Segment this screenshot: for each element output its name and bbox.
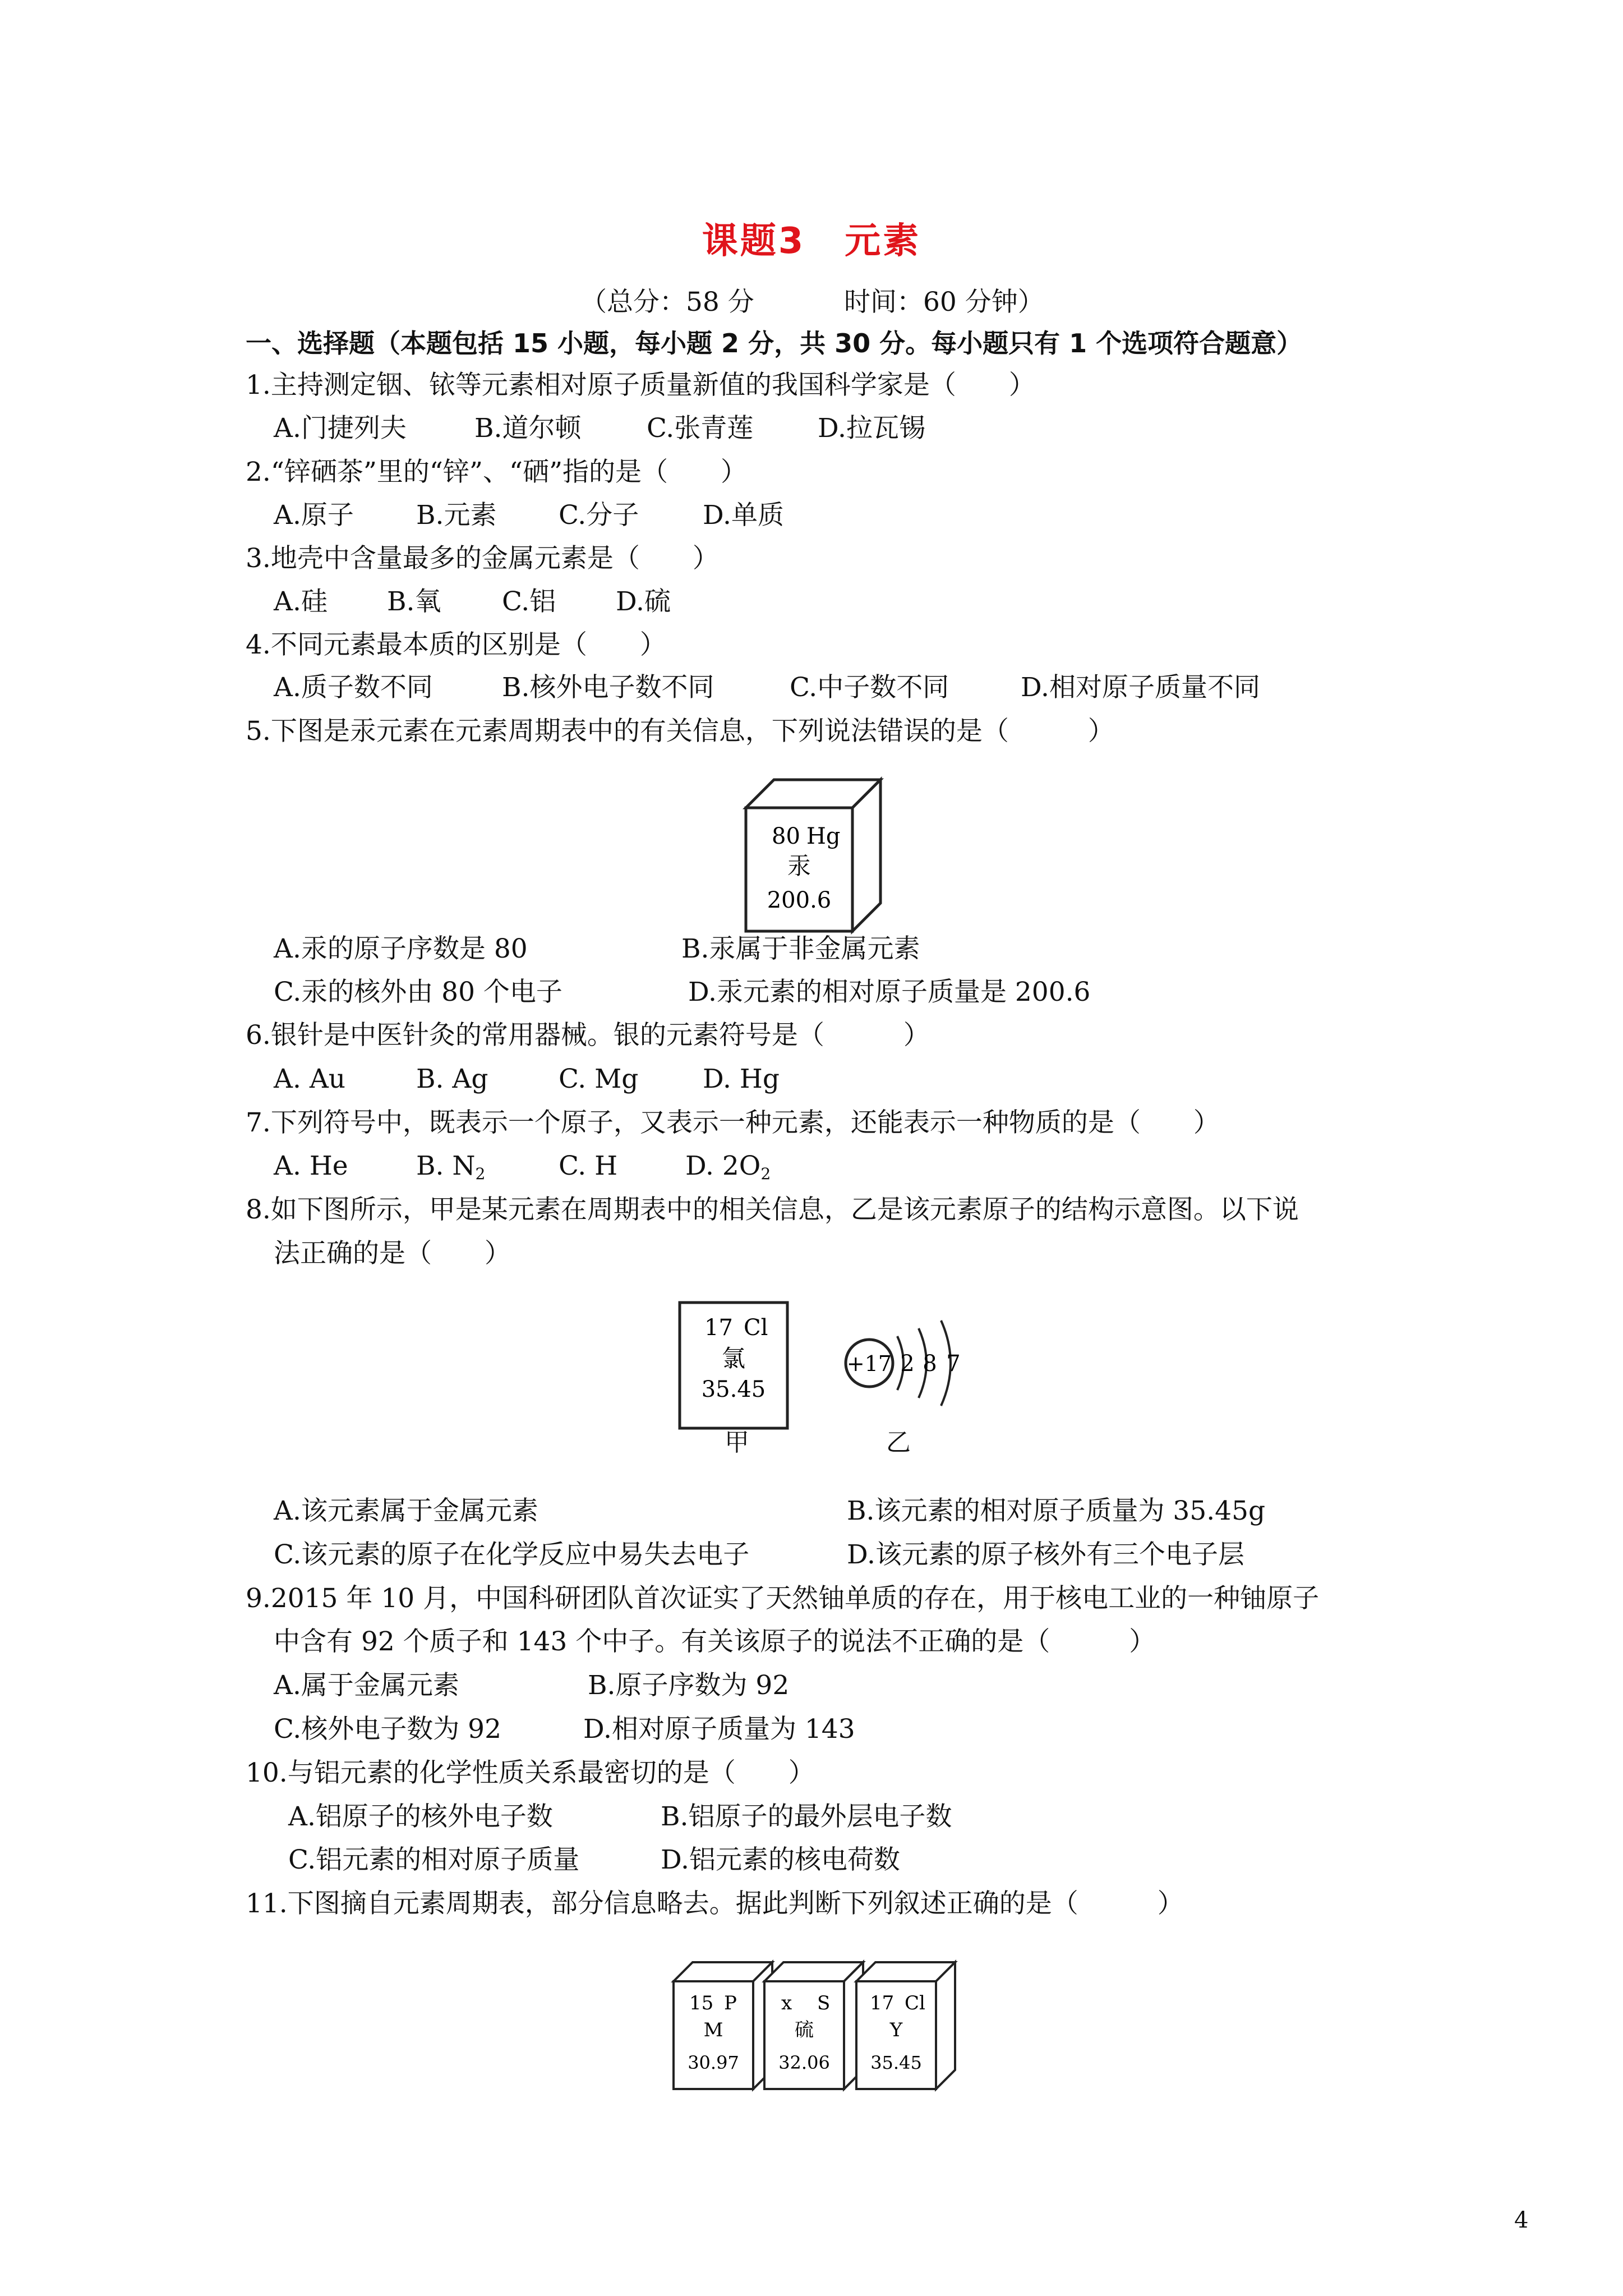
section-heading: 一、选择题（本题包括 15 小题，每小题 2 分，共 30 分。每小题只有 1 个选项符合题意）: [246, 328, 1303, 358]
q10-option-b: B.铝原子的最外层电子数: [661, 1801, 952, 1832]
q1-option-c: C.张青莲: [647, 413, 754, 444]
q9-option-d: D.相对原子质量为 143: [583, 1714, 855, 1745]
mercury-mass: 200.6: [767, 887, 832, 913]
p-symbol: P: [724, 1992, 737, 2014]
time-limit: 时间：60 分钟）: [844, 287, 1044, 318]
cl-atomic-number: 17: [870, 1992, 895, 2014]
q3-option-d: D.硫: [616, 586, 671, 617]
q9-option-a: A.属于金属元素: [274, 1670, 459, 1701]
cl-name: Y: [889, 2019, 903, 2041]
q6-option-d: D. Hg: [703, 1064, 780, 1094]
s-mass: 32.06: [778, 2052, 830, 2073]
s-name: 硫: [795, 2019, 814, 2041]
chlorine-atom-structure-diagram: [836, 1301, 981, 1425]
question-6-stem: 6.银针是中医针灸的常用器械。银的元素符号是（ ）: [246, 1020, 930, 1051]
q5-option-b: B.汞属于非金属元素: [681, 933, 920, 964]
question-7-stem: 7.下列符号中，既表示一个原子，又表示一种元素，还能表示一种物质的是（ ）: [246, 1107, 1220, 1138]
chlorine-mass: 35.45: [701, 1377, 766, 1402]
page-title: [0, 212, 1623, 264]
shell-1-electrons: 2: [900, 1351, 915, 1377]
q4-option-b: B.核外电子数不同: [502, 672, 714, 703]
question-8-stem-line2: 法正确的是（ ）: [274, 1238, 511, 1269]
q5-option-d: D.汞元素的相对原子质量是 200.6: [688, 977, 1091, 1007]
chlorine-name: 氯: [721, 1345, 746, 1372]
q9-option-c: C.核外电子数为 92: [274, 1714, 501, 1745]
q7-option-c: C. H: [559, 1151, 618, 1181]
cl-mass: 35.45: [870, 2052, 922, 2073]
q8-option-d: D.该元素的原子核外有三个电子层: [847, 1539, 1244, 1570]
q8-option-b: B.该元素的相对原子质量为 35.45g: [847, 1496, 1266, 1526]
q3-option-c: C.铝: [502, 586, 556, 617]
chlorine-atomic-number: 17: [704, 1315, 733, 1341]
title-main: 课题3: [702, 220, 806, 262]
question-10-stem: 10.与铝元素的化学性质关系最密切的是（ ）: [246, 1757, 815, 1788]
p-mass: 30.97: [688, 2052, 739, 2073]
label-yi: 乙: [886, 1428, 911, 1457]
mercury-symbol: Hg: [806, 823, 841, 849]
nucleus-charge: +17: [846, 1351, 892, 1376]
q4-option-a: A.质子数不同: [274, 672, 433, 703]
question-1-stem: 1.主持测定铟、铱等元素相对原子质量新值的我国科学家是（ ）: [246, 370, 1035, 401]
question-11-stem: 11.下图摘自元素周期表，部分信息略去。据此判断下列叙述正确的是（ ）: [246, 1888, 1184, 1919]
q2-option-d: D.单质: [703, 500, 784, 531]
q3-option-a: A.硅: [274, 586, 328, 617]
s-symbol: S: [817, 1992, 831, 2014]
q2-option-b: B.元素: [416, 500, 497, 531]
total-score: （总分：58 分: [580, 287, 754, 318]
question-9-stem-line2: 中含有 92 个质子和 143 个中子。有关该原子的说法不正确的是（ ）: [274, 1626, 1156, 1657]
cl-symbol: Cl: [905, 1992, 925, 2014]
element-tile-p: [674, 1962, 772, 2089]
mercury-atomic-number: 80: [772, 823, 800, 849]
q4-option-c: C.中子数不同: [790, 672, 949, 703]
q5-option-c: C.汞的核外由 80 个电子: [274, 977, 562, 1007]
question-3-stem: 3.地壳中含量最多的金属元素是（ ）: [246, 543, 719, 574]
q8-option-a: A.该元素属于金属元素: [274, 1496, 538, 1526]
q1-option-a: A.门捷列夫: [274, 413, 407, 444]
question-5-stem: 5.下图是汞元素在元素周期表中的有关信息，下列说法错误的是（ ）: [246, 716, 1114, 747]
q7-option-d: D. $2O_2$: [685, 1151, 771, 1183]
q9-option-b: B.原子序数为 92: [588, 1670, 790, 1701]
q7-option-a: A. He: [274, 1151, 348, 1181]
q10-option-c: C.铝元素的相对原子质量: [288, 1844, 580, 1875]
q2-option-c: C.分子: [559, 500, 639, 531]
s-atomic-number: x: [781, 1992, 792, 2014]
shell-2-electrons: 8: [923, 1351, 937, 1377]
q8-option-c: C.该元素的原子在化学反应中易失去电子: [274, 1539, 750, 1570]
mercury-element-tile: [740, 769, 892, 937]
q3-option-b: B.氧: [387, 586, 441, 617]
chlorine-symbol: Cl: [744, 1315, 768, 1341]
shell-3-electrons: 7: [946, 1351, 961, 1377]
question-4-stem: 4.不同元素最本质的区别是（ ）: [246, 629, 666, 660]
title-sub: 元素: [845, 220, 921, 262]
q6-option-b: B. Ag: [416, 1064, 488, 1094]
p-atomic-number: 15: [689, 1992, 714, 2014]
p-name: M: [703, 2019, 723, 2041]
q10-option-d: D.铝元素的核电荷数: [661, 1844, 900, 1875]
q4-option-d: D.相对原子质量不同: [1021, 672, 1260, 703]
question-2-stem: 2.“锌硒茶”里的“锌”、“硒”指的是（ ）: [246, 457, 748, 487]
q7-option-b: B. $N_2$: [416, 1151, 486, 1183]
q10-option-a: A.铝原子的核外电子数: [288, 1801, 553, 1832]
element-tile-cl: [856, 1962, 955, 2089]
question-8-stem-line1: 8.如下图所示，甲是某元素在周期表中的相关信息，乙是该元素原子的结构示意图。以下说: [246, 1194, 1299, 1225]
periodic-table-excerpt: [670, 1947, 979, 2098]
q6-option-c: C. Mg: [559, 1064, 639, 1094]
q2-option-a: A.原子: [274, 500, 354, 531]
q1-option-b: B.道尔顿: [474, 413, 582, 444]
mercury-name: 汞: [787, 852, 811, 880]
page-number: 4: [1514, 2207, 1529, 2233]
q5-option-a: A.汞的原子序数是 80: [274, 933, 528, 964]
q1-option-d: D.拉瓦锡: [818, 413, 925, 444]
label-jia: 甲: [725, 1428, 749, 1457]
q6-option-a: A. Au: [274, 1064, 346, 1094]
question-9-stem-line1: 9.2015 年 10 月，中国科研团队首次证实了天然铀单质的存在，用于核电工业的一种铀原子: [246, 1583, 1320, 1614]
element-tile-s: [764, 1962, 863, 2089]
chlorine-element-tile: [677, 1300, 790, 1430]
